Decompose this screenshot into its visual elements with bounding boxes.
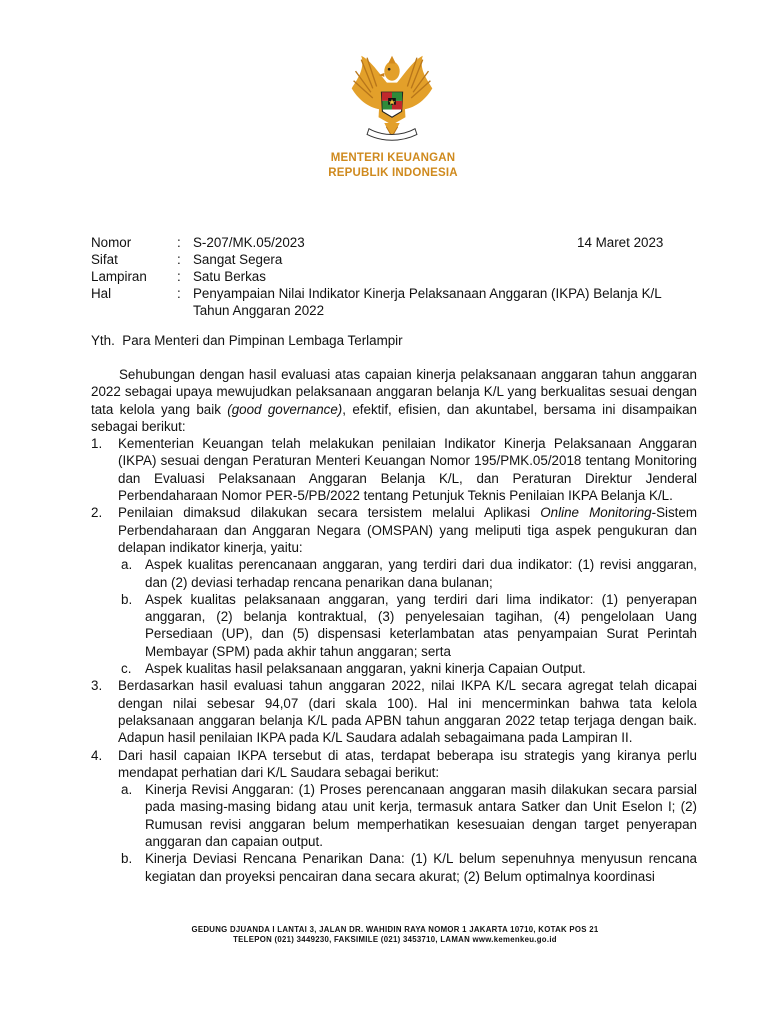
item-text: Dari hasil capaian IKPA tersebut di atas, terdapat beberapa isu strategis yang kiranya perlu mendapat perhatian dari K/L Saudara sebagai berikut: [118,747,697,780]
sub-item-letter: b. [121,591,133,607]
opening-paragraph [91,366,697,435]
sub-list [118,556,697,677]
item-italic: Online Monitoring [540,505,652,521]
meta-colon: : [177,269,181,284]
letter-date: 14 Maret 2023 [577,235,664,250]
sub-item-letter: b. [121,851,133,867]
sub-item-text: Kinerja Revisi Anggaran: (1) Proses perencanaan anggaran masih dilakukan secara parsial pada masing-masing bidang atau unit kerja, termasuk antara Satker dan Unit Eselon I; (2) Rumusan revisi anggaran belum memperhatikan kesesuaian dengan target penyerapan anggaran dan capaian output. [145,782,697,850]
list-item [91,435,697,504]
sub-list [118,781,697,885]
sub-item-letter: a. [121,557,133,573]
letterhead-line-2: REPUBLIK INDONESIA [328,167,458,179]
sub-item [118,850,697,885]
opening-text-end: , efektif, efisien, dan akuntabel, bersama ini disampaikan sebagai berikut: [91,401,697,434]
meta-label: Nomor [91,235,132,250]
sub-item [118,781,697,850]
garuda-emblem-icon [344,50,440,146]
sub-item-text: Aspek kualitas hasil pelaksanaan anggaran, yakni kinerja Capaian Output. [145,661,586,677]
sub-item-letter: a. [121,782,133,798]
item-text-end: -Sistem Perbendaharaan dan Anggaran Negara (OMSPAN) yang meliputi tiga aspek pengukuran dan delapan indikator kinerja, yaitu: [118,505,698,555]
opening-italic: (good governance) [227,401,343,417]
list-item [91,747,697,885]
meta-value: Sangat Segera [193,252,283,267]
item-text: Penilaian dimaksud dilakukan secara tersistem melalui Aplikasi [118,505,541,521]
footer-contact: TELEPON (021) 3449230, FAKSIMILE (021) 3453710, LAMAN www.kemenkeu.go.id [233,935,557,944]
sub-item [118,660,697,677]
meta-label: Hal [91,286,112,301]
letter-body [91,366,697,885]
sub-item-letter: c. [121,661,132,677]
item-text: Berdasarkan hasil evaluasi tahun anggaran 2022, nilai IKPA K/L secara agregat telah dicapai dengan nilai sebesar 94,07 (dari skala 100). Hal ini mencerminkan bahwa tata kelola pelaksanaan anggaran belanja K/L pada APBN tahun anggaran 2022 tetap terjaga dengan baik. Adapun hasil penilaian IKPA pada K/L Saudara adalah sebagaimana pada Lampiran II. [118,678,697,746]
sub-item [118,556,697,591]
item-number: 3. [91,678,103,694]
sub-item-text: Aspek kualitas perencanaan anggaran, yang terdiri dari dua indikator: (1) revisi anggaran, dan (2) deviasi terhadap rencana penarikan dana bulanan; [145,557,697,590]
opening-text: Sehubungan dengan hasil evaluasi atas capaian kinerja pelaksanaan anggaran tahun anggaran 2022 sebagai upaya mewujudkan pelaksanaan anggaran belanja K/L yang berkualitas sesuai dengan tata kelola yang baik [91,367,697,417]
item-number: 2. [91,505,103,521]
meta-value: Penyampaian Nilai Indikator Kinerja Pelaksanaan Anggaran (IKPA) Belanja K/L Tahun Anggaran 2022 [193,286,662,318]
meta-colon: : [177,286,181,301]
numbered-list [91,435,697,885]
meta-colon: : [177,235,181,250]
meta-colon: : [177,252,181,267]
meta-value: S-207/MK.05/2023 [193,235,305,250]
item-number: 4. [91,747,103,763]
sub-item [118,591,697,660]
letterhead-line-1: MENTERI KEUANGAN [330,152,456,164]
list-item [91,677,697,746]
item-text: Kementerian Keuangan telah melakukan penilaian Indikator Kinerja Pelaksanaan Anggaran (IKPA) sesuai dengan Peraturan Menteri Keuangan Nomor 195/PMK.05/2018 tentang Monitoring dan Evaluasi Pelaksanaan Anggaran Belanja K/L, dan Peraturan Direktur Jenderal Perbendaharaan Nomor PER-5/PB/2022 tentang Petunjuk Teknis Penilaian IKPA Belanja K/L. [118,436,697,504]
meta-label: Lampiran [91,269,147,284]
addressee: Yth. Para Menteri dan Pimpinan Lembaga Terlampir [91,333,403,348]
list-item [91,504,697,677]
meta-label: Sifat [91,252,118,267]
meta-value: Satu Berkas [193,269,266,284]
sub-item-text: Kinerja Deviasi Rencana Penarikan Dana: (1) K/L belum sepenuhnya menyusun rencana kegiatan dan proyeksi pencairan dana secara akurat; (2) Belum optimalnya koordinasi [145,851,697,884]
item-number: 1. [91,436,103,452]
sub-item-text: Aspek kualitas pelaksanaan anggaran, yang terdiri dari lima indikator: (1) penyerapan anggaran, (2) belanja kontraktual, (3) penyelesaian tagihan, (4) pengelolaan Uang Persediaan (UP), dan (5) dispensasi keterlambatan atas penyampaian Surat Perintah Membayar (SPM) pada akhir tahun anggaran; serta [145,591,697,659]
footer-address: GEDUNG DJUANDA I LANTAI 3, JALAN DR. WAHIDIN RAYA NOMOR 1 JAKARTA 10710, KOTAK POS 21 [191,925,599,934]
